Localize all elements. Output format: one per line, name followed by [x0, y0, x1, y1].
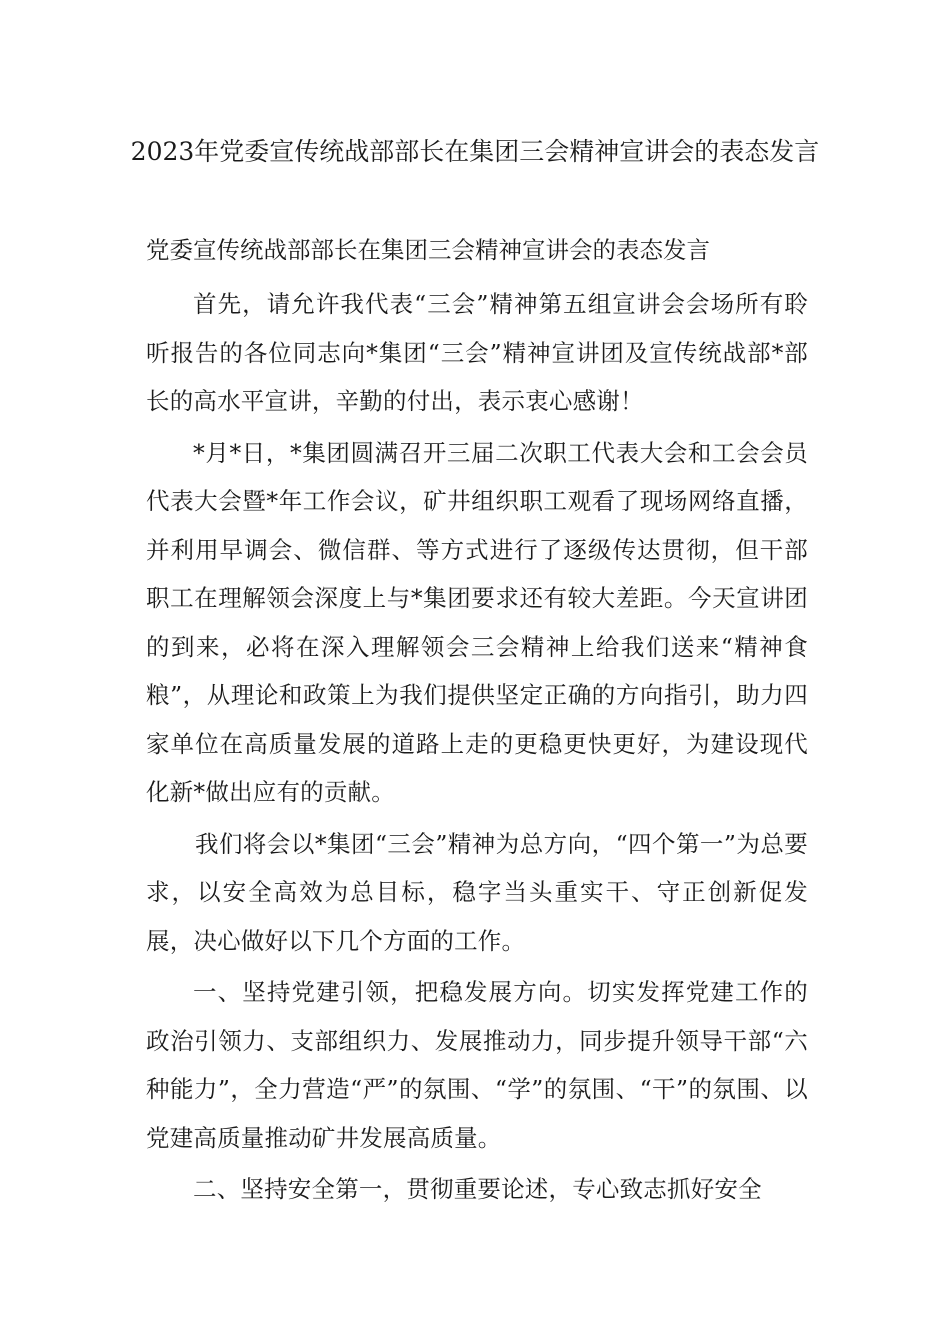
paragraph-2: *月*日，*集团圆满召开三届二次职工代表大会和工会会员代表大会暨*年工作会议，矿井组织职工观看了现场网络直播，并利用早调会、微信群、等方式进行了逐级传达贯彻，但干部职工在理解领会深度上与*集团要求还有较大差距。今天宣讲团的到来，必将在深入理解领会三会精神上给我们送来“精神食粮”，从理论和政策上为我们提供坚定正确的方向指引，助力四家单位在高质量发展的道路上走的更稳更快更好，为建设现代化新*做出应有的贡献。 [146, 438, 808, 806]
paragraph-4: 一、坚持党建引领，把稳发展方向。切实发挥党建工作的政治引领力、支部组织力、发展推动力，同步提升领导干部“六种能力”，全力营造“严”的氛围、“学”的氛围、“干”的氛围、以党建高质量推动矿井发展高质量。 [146, 978, 808, 1152]
paragraph-1: 首先，请允许我代表“三会”精神第五组宣讲会会场所有聆听报告的各位同志向*集团“三会”精神宣讲团及宣传统战部*部长的高水平宣讲，辛勤的付出，表示衷心感谢！ [146, 290, 808, 415]
document-subtitle: 党委宣传统战部部长在集团三会精神宣讲会的表态发言 [146, 236, 710, 264]
document-title: 2023年党委宣传统战部部长在集团三会精神宣讲会的表态发言 [130, 137, 820, 166]
paragraph-5: 二、坚持安全第一，贯彻重要论述，专心致志抓好安全 [193, 1175, 762, 1203]
document-body [146, 280, 808, 1217]
paragraph-3: 我们将会以*集团“三会”精神为总方向，“四个第一”为总要求，以安全高效为总目标，稳字当头重实干、守正创新促发展，决心做好以下几个方面的工作。 [146, 829, 808, 955]
